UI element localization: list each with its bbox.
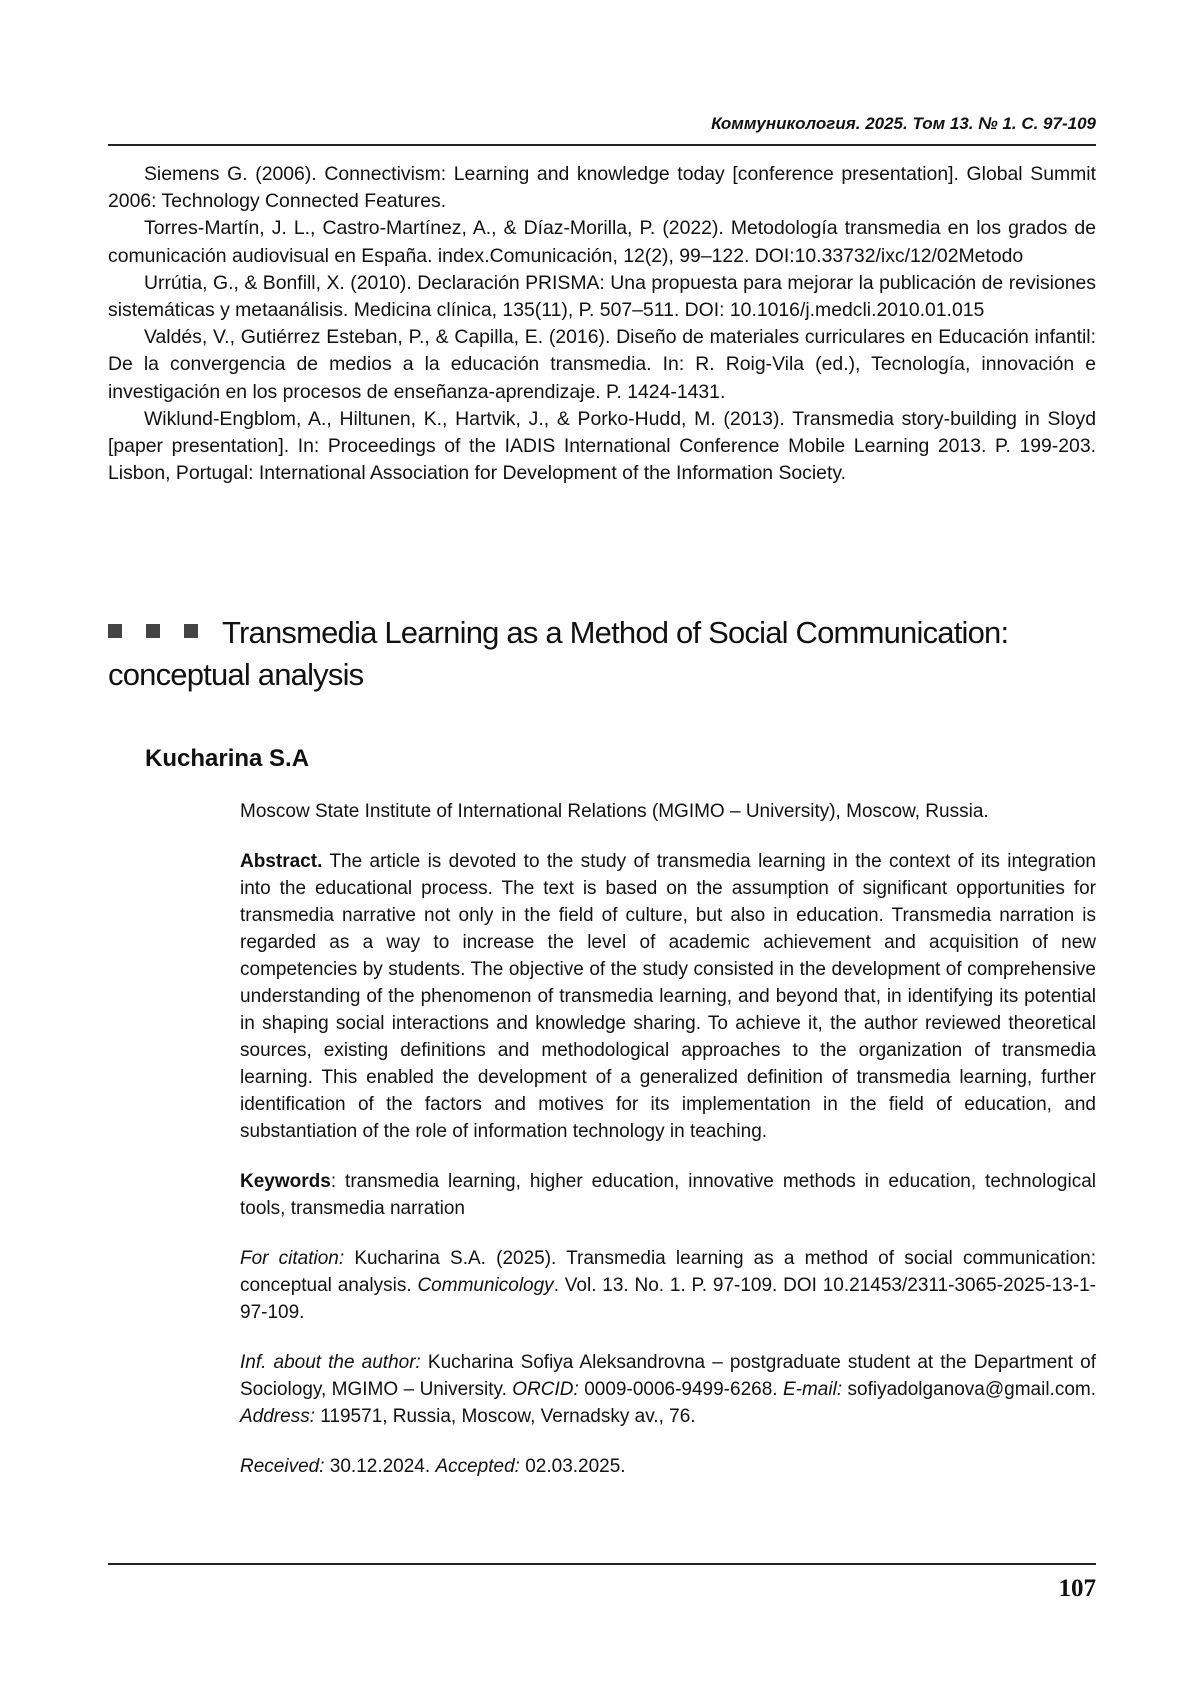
orcid-value: 0009-0006-9499-6268.	[578, 1379, 783, 1400]
page-number: 107	[1058, 1575, 1096, 1602]
citation-details: . Vol. 13. No. 1. P. 97-109. DOI 10.21453/2311-3065-2025-13-1-97-109.	[240, 1275, 1096, 1323]
keywords-text: : transmedia learning, higher education, innovative methods in education, technological tools, transmedia narration	[240, 1171, 1096, 1219]
reference-list	[108, 161, 1096, 487]
accepted-label: Accepted:	[435, 1456, 520, 1477]
reference-item: Torres-Martín, J. L., Castro-Martínez, A., & Díaz-Morilla, P. (2022). Metodología transmedia en los grados de comunicación audiovisual en España. index.Comunicación, 12(2), 99–122. DOI:10.33732/ixc/12/02Metodo	[108, 217, 1096, 267]
author-name: Kucharina S.A	[145, 745, 310, 772]
footer-rule	[108, 1563, 1096, 1565]
section-bullets	[108, 612, 204, 654]
abstract	[240, 848, 1096, 1145]
square-bullet-icon	[108, 624, 122, 638]
citation-text: Kucharina S.A. (2025). Transmedia learning as a method of social communication: conceptual analysis.	[240, 1248, 1096, 1296]
reference-item: Siemens G. (2006). Connectivism: Learning and knowledge today [conference presentation]. Global Summit 2006: Technology Connected Features.	[108, 163, 1096, 213]
citation	[240, 1245, 1096, 1326]
abstract-label: Abstract.	[240, 851, 323, 872]
citation-label: For citation:	[240, 1248, 345, 1269]
email-label: E-mail:	[782, 1379, 843, 1400]
reference-item: Urrútia, G., & Bonfill, X. (2010). Declaración PRISMA: Una propuesta para mejorar la publicación de revisiones sistemáticas y metaanálisis. Medicina clínica, 135(11), P. 507–511. DOI: 10.1016/j.medcli.2010.01.015	[108, 271, 1096, 322]
received-value: 30.12.2024.	[324, 1456, 436, 1477]
accepted-value: 02.03.2025.	[519, 1456, 626, 1477]
dates	[240, 1453, 1096, 1480]
reference-item: Wiklund-Engblom, A., Hiltunen, K., Hartvik, J., & Porko-Hudd, M. (2013). Transmedia story-building in Sloyd [paper presentation]. In: Proceedings of the IADIS International Conference Mobile Learning 2013. P. 199-203. Lisbon, Portugal: International Association for Development of the Information Society.	[108, 407, 1096, 485]
article-title-text: Transmedia Learning as a Method of Social Communication: conceptual analysis	[108, 615, 1009, 692]
email-value: sofiyadolganova@gmail.com.	[842, 1379, 1097, 1400]
orcid-label: ORCID:	[512, 1379, 579, 1400]
header-rule	[108, 144, 1096, 146]
citation-journal: Communicology	[417, 1275, 554, 1296]
author-info	[240, 1349, 1096, 1430]
reference-item: Valdés, V., Gutiérrez Esteban, P., & Capilla, E. (2016). Diseño de materiales curriculares en Educación infantil: De la convergencia de medios a la educación transmedia. In: R. Roig-Vila (ed.), Tecnología, innovación e investigación en los procesos de enseñanza-aprendizaje. P. 1424-1431.	[108, 326, 1096, 403]
running-head: Коммуникология. 2025. Том 13. № 1. С. 97-109	[711, 114, 1096, 133]
abstract-text: The article is devoted to the study of transmedia learning in the context of its integration into the educational process. The text is based on the assumption of significant opportunities for transmedia narrative not only in the field of culture, but also in education. Transmedia narration is regarded as a way to increase the level of academic achievement and acquisition of new competencies by students. The objective of the study consisted in the development of comprehensive understanding of the phenomenon of transmedia learning, and beyond that, in identifying its potential in shaping social interactions and knowledge sharing. To achieve it, the author reviewed theoretical sources, existing definitions and methodological approaches to the organization of transmedia learning. This enabled the development of a generalized definition of transmedia learning, further identification of the factors and motives for its implementation in the field of education, and substantiation of the role of information technology in teaching.	[240, 851, 1096, 1142]
address-value: 119571, Russia, Moscow, Vernadsky av., 76.	[314, 1406, 696, 1427]
square-bullet-icon	[184, 624, 198, 638]
square-bullet-icon	[146, 624, 160, 638]
keywords	[240, 1168, 1096, 1222]
article-meta	[240, 798, 1096, 1480]
received-label: Received:	[240, 1456, 325, 1477]
affiliation: Moscow State Institute of International Relations (MGIMO – University), Moscow, Russia.	[240, 801, 989, 822]
address-label: Address:	[240, 1406, 315, 1427]
author-info-label: Inf. about the author:	[240, 1352, 421, 1373]
article-title	[108, 612, 1096, 696]
author-info-text: Kucharina Sofiya Aleksandrovna – postgraduate student at the Department of Sociology, MGIMO – University.	[240, 1352, 1096, 1400]
keywords-label: Keywords	[240, 1171, 331, 1192]
